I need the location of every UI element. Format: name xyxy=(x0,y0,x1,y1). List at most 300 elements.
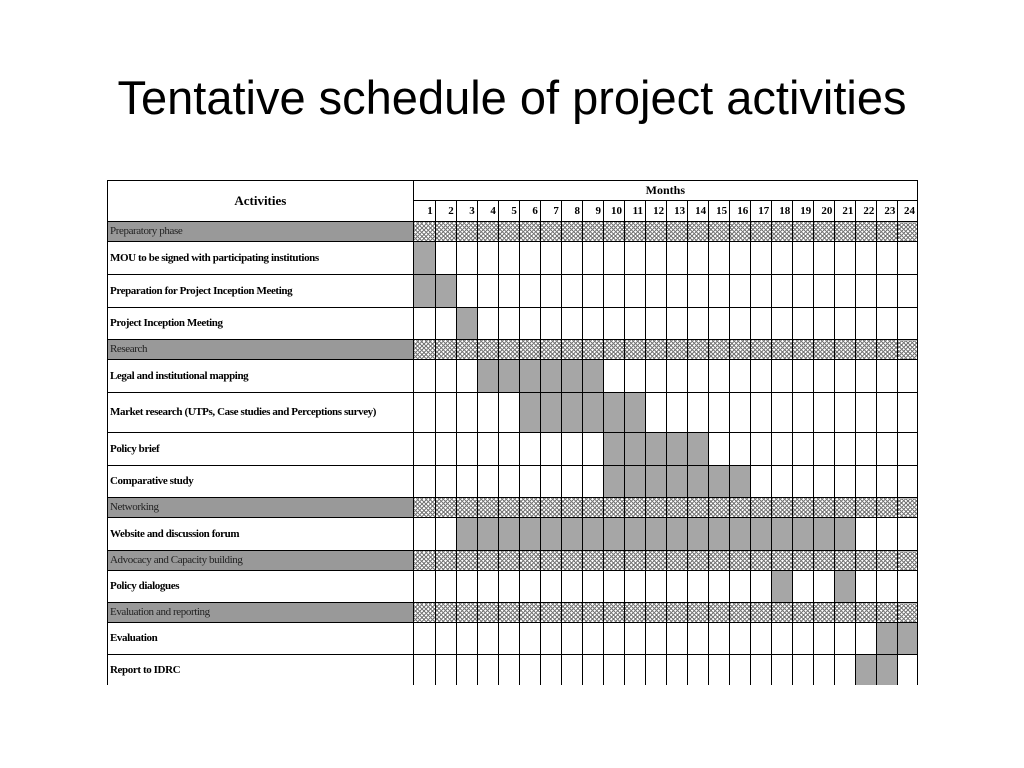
phase-hatch-cell xyxy=(413,551,435,571)
schedule-empty-cell xyxy=(667,393,688,433)
schedule-empty-cell xyxy=(667,623,688,655)
month-header-21: 21 xyxy=(835,201,856,222)
phase-hatch-cell xyxy=(793,551,814,571)
schedule-empty-cell xyxy=(688,242,709,275)
schedule-empty-cell xyxy=(477,275,498,308)
schedule-empty-cell xyxy=(814,242,835,275)
schedule-empty-cell xyxy=(498,571,519,603)
schedule-bar-cell xyxy=(477,518,498,551)
phase-hatch-cell xyxy=(814,603,835,623)
schedule-empty-cell xyxy=(856,393,877,433)
schedule-empty-cell xyxy=(498,242,519,275)
phase-hatch-cell xyxy=(898,498,918,518)
activity-label: Policy dialogues xyxy=(108,571,414,603)
schedule-empty-cell xyxy=(898,308,918,340)
activity-label: Market research (UTPs, Case studies and Perceptions survey) xyxy=(108,393,414,433)
schedule-bar-cell xyxy=(835,518,856,551)
schedule-empty-cell xyxy=(603,242,624,275)
schedule-empty-cell xyxy=(898,360,918,393)
schedule-empty-cell xyxy=(603,623,624,655)
phase-hatch-cell xyxy=(603,551,624,571)
phase-hatch-cell xyxy=(582,551,603,571)
schedule-empty-cell xyxy=(435,242,456,275)
schedule-empty-cell xyxy=(898,518,918,551)
schedule-bar-cell xyxy=(582,360,603,393)
schedule-bar-cell xyxy=(561,360,582,393)
phase-hatch-cell xyxy=(814,551,835,571)
phase-hatch-cell xyxy=(413,498,435,518)
schedule-empty-cell xyxy=(498,655,519,686)
schedule-empty-cell xyxy=(877,308,898,340)
schedule-empty-cell xyxy=(688,393,709,433)
month-header-10: 10 xyxy=(603,201,624,222)
schedule-bar-cell xyxy=(456,518,477,551)
schedule-empty-cell xyxy=(413,360,435,393)
phase-hatch-cell xyxy=(856,603,877,623)
schedule-empty-cell xyxy=(477,655,498,686)
phase-hatch-cell xyxy=(603,603,624,623)
schedule-empty-cell xyxy=(877,275,898,308)
schedule-empty-cell xyxy=(709,433,730,466)
schedule-bar-cell xyxy=(667,518,688,551)
phase-hatch-cell xyxy=(751,340,772,360)
schedule-empty-cell xyxy=(456,275,477,308)
phase-hatch-cell xyxy=(582,222,603,242)
schedule-empty-cell xyxy=(835,393,856,433)
activities-header: Activities xyxy=(108,181,414,222)
schedule-empty-cell xyxy=(540,655,561,686)
schedule-empty-cell xyxy=(835,655,856,686)
phase-hatch-cell xyxy=(582,498,603,518)
activity-label: Website and discussion forum xyxy=(108,518,414,551)
phase-hatch-cell xyxy=(435,603,456,623)
schedule-empty-cell xyxy=(856,623,877,655)
schedule-bar-cell xyxy=(688,433,709,466)
schedule-empty-cell xyxy=(667,275,688,308)
schedule-empty-cell xyxy=(603,308,624,340)
schedule-empty-cell xyxy=(772,393,793,433)
phase-hatch-cell xyxy=(730,222,751,242)
phase-hatch-cell xyxy=(793,340,814,360)
phase-hatch-cell xyxy=(603,222,624,242)
schedule-empty-cell xyxy=(646,571,667,603)
schedule-empty-cell xyxy=(561,623,582,655)
schedule-bar-cell xyxy=(519,360,540,393)
schedule-empty-cell xyxy=(772,275,793,308)
schedule-empty-cell xyxy=(730,393,751,433)
schedule-empty-cell xyxy=(772,655,793,686)
phase-hatch-cell xyxy=(835,603,856,623)
activity-label: Report to IDRC xyxy=(108,655,414,686)
schedule-empty-cell xyxy=(498,393,519,433)
phase-hatch-cell xyxy=(477,603,498,623)
schedule-bar-cell xyxy=(898,623,918,655)
phase-hatch-cell xyxy=(646,603,667,623)
phase-hatch-cell xyxy=(413,222,435,242)
phase-hatch-cell xyxy=(730,603,751,623)
phase-hatch-cell xyxy=(877,498,898,518)
phase-hatch-cell xyxy=(498,498,519,518)
schedule-empty-cell xyxy=(435,393,456,433)
schedule-bar-cell xyxy=(603,433,624,466)
schedule-empty-cell xyxy=(709,393,730,433)
schedule-bar-cell xyxy=(540,518,561,551)
phase-hatch-cell xyxy=(772,340,793,360)
schedule-empty-cell xyxy=(856,242,877,275)
phase-row xyxy=(108,551,918,571)
schedule-empty-cell xyxy=(898,275,918,308)
schedule-empty-cell xyxy=(603,360,624,393)
phase-hatch-cell xyxy=(688,551,709,571)
schedule-empty-cell xyxy=(561,275,582,308)
schedule-empty-cell xyxy=(582,655,603,686)
schedule-empty-cell xyxy=(413,623,435,655)
schedule-empty-cell xyxy=(603,571,624,603)
schedule-empty-cell xyxy=(435,308,456,340)
phase-hatch-cell xyxy=(477,498,498,518)
phase-hatch-cell xyxy=(877,340,898,360)
schedule-empty-cell xyxy=(413,571,435,603)
schedule-empty-cell xyxy=(561,433,582,466)
schedule-empty-cell xyxy=(435,466,456,498)
schedule-empty-cell xyxy=(814,655,835,686)
phase-hatch-cell xyxy=(772,498,793,518)
schedule-empty-cell xyxy=(561,571,582,603)
month-header-19: 19 xyxy=(793,201,814,222)
phase-hatch-cell xyxy=(413,603,435,623)
schedule-empty-cell xyxy=(751,275,772,308)
phase-hatch-cell xyxy=(898,222,918,242)
activity-row xyxy=(108,571,918,603)
schedule-bar-cell xyxy=(793,518,814,551)
activity-label: Policy brief xyxy=(108,433,414,466)
schedule-empty-cell xyxy=(709,242,730,275)
schedule-empty-cell xyxy=(456,466,477,498)
phase-hatch-cell xyxy=(793,603,814,623)
schedule-empty-cell xyxy=(730,242,751,275)
schedule-empty-cell xyxy=(772,433,793,466)
phase-row xyxy=(108,603,918,623)
phase-hatch-cell xyxy=(667,340,688,360)
schedule-empty-cell xyxy=(561,242,582,275)
phase-hatch-cell xyxy=(540,603,561,623)
month-header-4: 4 xyxy=(477,201,498,222)
month-header-1: 1 xyxy=(413,201,435,222)
schedule-bar-cell xyxy=(456,308,477,340)
phase-hatch-cell xyxy=(561,222,582,242)
schedule-bar-cell xyxy=(540,393,561,433)
schedule-empty-cell xyxy=(835,308,856,340)
schedule-empty-cell xyxy=(856,360,877,393)
schedule-empty-cell xyxy=(667,360,688,393)
schedule-empty-cell xyxy=(498,466,519,498)
schedule-bar-cell xyxy=(667,466,688,498)
schedule-bar-cell xyxy=(413,242,435,275)
phase-hatch-cell xyxy=(835,222,856,242)
phase-row xyxy=(108,498,918,518)
phase-hatch-cell xyxy=(625,603,646,623)
schedule-bar-cell xyxy=(772,571,793,603)
schedule-bar-cell xyxy=(413,275,435,308)
phase-hatch-cell xyxy=(814,222,835,242)
schedule-bar-cell xyxy=(582,393,603,433)
phase-hatch-cell xyxy=(603,340,624,360)
schedule-empty-cell xyxy=(793,242,814,275)
schedule-empty-cell xyxy=(688,655,709,686)
schedule-empty-cell xyxy=(772,360,793,393)
schedule-bar-cell xyxy=(730,466,751,498)
schedule-empty-cell xyxy=(856,275,877,308)
month-header-7: 7 xyxy=(540,201,561,222)
schedule-empty-cell xyxy=(730,433,751,466)
schedule-empty-cell xyxy=(877,242,898,275)
schedule-empty-cell xyxy=(793,308,814,340)
activity-row xyxy=(108,655,918,686)
schedule-empty-cell xyxy=(519,623,540,655)
schedule-empty-cell xyxy=(793,655,814,686)
schedule-empty-cell xyxy=(751,655,772,686)
schedule-empty-cell xyxy=(435,518,456,551)
activity-row xyxy=(108,275,918,308)
phase-hatch-cell xyxy=(435,340,456,360)
schedule-empty-cell xyxy=(709,275,730,308)
schedule-empty-cell xyxy=(898,242,918,275)
schedule-empty-cell xyxy=(582,433,603,466)
schedule-empty-cell xyxy=(688,308,709,340)
month-header-8: 8 xyxy=(561,201,582,222)
schedule-empty-cell xyxy=(561,466,582,498)
schedule-bar-cell xyxy=(561,518,582,551)
phase-hatch-cell xyxy=(667,551,688,571)
schedule-empty-cell xyxy=(772,623,793,655)
phase-hatch-cell xyxy=(519,340,540,360)
phase-hatch-cell xyxy=(582,603,603,623)
schedule-empty-cell xyxy=(625,275,646,308)
phase-label: Networking xyxy=(108,498,414,518)
schedule-bar-cell xyxy=(646,518,667,551)
phase-hatch-cell xyxy=(772,222,793,242)
schedule-bar-cell xyxy=(835,571,856,603)
schedule-empty-cell xyxy=(814,275,835,308)
month-header-6: 6 xyxy=(519,201,540,222)
schedule-empty-cell xyxy=(856,308,877,340)
schedule-empty-cell xyxy=(835,623,856,655)
schedule-bar-cell xyxy=(561,393,582,433)
month-header-23: 23 xyxy=(877,201,898,222)
schedule-empty-cell xyxy=(498,623,519,655)
schedule-bar-cell xyxy=(477,360,498,393)
schedule-empty-cell xyxy=(751,466,772,498)
activity-label: MOU to be signed with participating institutions xyxy=(108,242,414,275)
schedule-bar-cell xyxy=(877,655,898,686)
schedule-empty-cell xyxy=(877,360,898,393)
schedule-empty-cell xyxy=(582,623,603,655)
schedule-empty-cell xyxy=(540,308,561,340)
activity-row xyxy=(108,393,918,433)
schedule-empty-cell xyxy=(519,308,540,340)
schedule-empty-cell xyxy=(456,623,477,655)
schedule-bar-cell xyxy=(625,466,646,498)
schedule-empty-cell xyxy=(540,571,561,603)
schedule-empty-cell xyxy=(898,571,918,603)
schedule-empty-cell xyxy=(814,466,835,498)
phase-hatch-cell xyxy=(435,551,456,571)
phase-hatch-cell xyxy=(435,222,456,242)
schedule-empty-cell xyxy=(603,275,624,308)
schedule-empty-cell xyxy=(898,466,918,498)
schedule-empty-cell xyxy=(835,466,856,498)
phase-hatch-cell xyxy=(751,222,772,242)
schedule-bar-cell xyxy=(877,623,898,655)
schedule-empty-cell xyxy=(477,393,498,433)
schedule-empty-cell xyxy=(498,433,519,466)
phase-hatch-cell xyxy=(688,222,709,242)
schedule-empty-cell xyxy=(667,655,688,686)
schedule-empty-cell xyxy=(730,360,751,393)
phase-hatch-cell xyxy=(561,603,582,623)
schedule-empty-cell xyxy=(435,360,456,393)
schedule-empty-cell xyxy=(709,623,730,655)
schedule-empty-cell xyxy=(814,433,835,466)
schedule-empty-cell xyxy=(709,655,730,686)
phase-hatch-cell xyxy=(856,551,877,571)
month-header-11: 11 xyxy=(625,201,646,222)
phase-hatch-cell xyxy=(498,551,519,571)
month-header-9: 9 xyxy=(582,201,603,222)
month-header-15: 15 xyxy=(709,201,730,222)
phase-hatch-cell xyxy=(561,340,582,360)
schedule-bar-cell xyxy=(498,360,519,393)
schedule-empty-cell xyxy=(603,655,624,686)
phase-hatch-cell xyxy=(877,222,898,242)
phase-hatch-cell xyxy=(646,498,667,518)
phase-hatch-cell xyxy=(898,603,918,623)
schedule-empty-cell xyxy=(456,433,477,466)
schedule-empty-cell xyxy=(498,275,519,308)
schedule-bar-cell xyxy=(625,518,646,551)
schedule-empty-cell xyxy=(814,623,835,655)
phase-hatch-cell xyxy=(456,551,477,571)
schedule-empty-cell xyxy=(540,275,561,308)
phase-hatch-cell xyxy=(540,222,561,242)
phase-hatch-cell xyxy=(709,222,730,242)
schedule-empty-cell xyxy=(688,275,709,308)
schedule-empty-cell xyxy=(793,393,814,433)
schedule-empty-cell xyxy=(582,571,603,603)
schedule-empty-cell xyxy=(856,518,877,551)
phase-hatch-cell xyxy=(498,222,519,242)
schedule-empty-cell xyxy=(793,275,814,308)
phase-hatch-cell xyxy=(477,551,498,571)
schedule-empty-cell xyxy=(519,433,540,466)
phase-hatch-cell xyxy=(646,551,667,571)
schedule-empty-cell xyxy=(413,308,435,340)
schedule-empty-cell xyxy=(646,275,667,308)
phase-hatch-cell xyxy=(540,551,561,571)
schedule-empty-cell xyxy=(646,308,667,340)
phase-hatch-cell xyxy=(709,551,730,571)
schedule-empty-cell xyxy=(730,308,751,340)
schedule-empty-cell xyxy=(519,571,540,603)
phase-hatch-cell xyxy=(625,340,646,360)
schedule-empty-cell xyxy=(751,623,772,655)
phase-hatch-cell xyxy=(751,498,772,518)
schedule-bar-cell xyxy=(814,518,835,551)
schedule-empty-cell xyxy=(519,275,540,308)
schedule-empty-cell xyxy=(625,655,646,686)
schedule-empty-cell xyxy=(877,466,898,498)
schedule-empty-cell xyxy=(793,466,814,498)
phase-hatch-cell xyxy=(793,222,814,242)
phase-hatch-cell xyxy=(540,498,561,518)
schedule-empty-cell xyxy=(667,242,688,275)
phase-hatch-cell xyxy=(835,551,856,571)
phase-hatch-cell xyxy=(477,222,498,242)
schedule-empty-cell xyxy=(625,242,646,275)
phase-hatch-cell xyxy=(856,340,877,360)
phase-hatch-cell xyxy=(877,603,898,623)
schedule-empty-cell xyxy=(435,655,456,686)
schedule-empty-cell xyxy=(646,393,667,433)
schedule-empty-cell xyxy=(877,393,898,433)
schedule-bar-cell xyxy=(435,275,456,308)
phase-hatch-cell xyxy=(561,551,582,571)
phase-hatch-cell xyxy=(898,340,918,360)
schedule-empty-cell xyxy=(413,466,435,498)
schedule-empty-cell xyxy=(898,655,918,686)
schedule-empty-cell xyxy=(540,466,561,498)
phase-hatch-cell xyxy=(646,222,667,242)
phase-hatch-cell xyxy=(751,603,772,623)
phase-hatch-cell xyxy=(688,340,709,360)
schedule-bar-cell xyxy=(646,466,667,498)
phase-hatch-cell xyxy=(814,498,835,518)
phase-hatch-cell xyxy=(519,498,540,518)
gantt-chart xyxy=(107,180,918,687)
schedule-empty-cell xyxy=(561,308,582,340)
schedule-empty-cell xyxy=(477,571,498,603)
schedule-empty-cell xyxy=(456,360,477,393)
activity-label: Preparation for Project Inception Meeting xyxy=(108,275,414,308)
schedule-empty-cell xyxy=(730,623,751,655)
schedule-empty-cell xyxy=(667,308,688,340)
schedule-empty-cell xyxy=(835,275,856,308)
schedule-empty-cell xyxy=(456,571,477,603)
schedule-empty-cell xyxy=(498,308,519,340)
schedule-bar-cell xyxy=(519,518,540,551)
schedule-empty-cell xyxy=(646,360,667,393)
schedule-empty-cell xyxy=(413,433,435,466)
schedule-empty-cell xyxy=(709,571,730,603)
phase-hatch-cell xyxy=(793,498,814,518)
schedule-empty-cell xyxy=(582,275,603,308)
phase-hatch-cell xyxy=(814,340,835,360)
month-header-17: 17 xyxy=(751,201,772,222)
schedule-bar-cell xyxy=(540,360,561,393)
schedule-empty-cell xyxy=(413,393,435,433)
schedule-empty-cell xyxy=(856,433,877,466)
schedule-empty-cell xyxy=(772,466,793,498)
schedule-empty-cell xyxy=(856,571,877,603)
phase-hatch-cell xyxy=(709,498,730,518)
schedule-empty-cell xyxy=(477,623,498,655)
schedule-empty-cell xyxy=(540,433,561,466)
activity-row xyxy=(108,242,918,275)
phase-hatch-cell xyxy=(688,603,709,623)
month-header-24: 24 xyxy=(898,201,918,222)
schedule-bar-cell xyxy=(519,393,540,433)
schedule-empty-cell xyxy=(688,571,709,603)
